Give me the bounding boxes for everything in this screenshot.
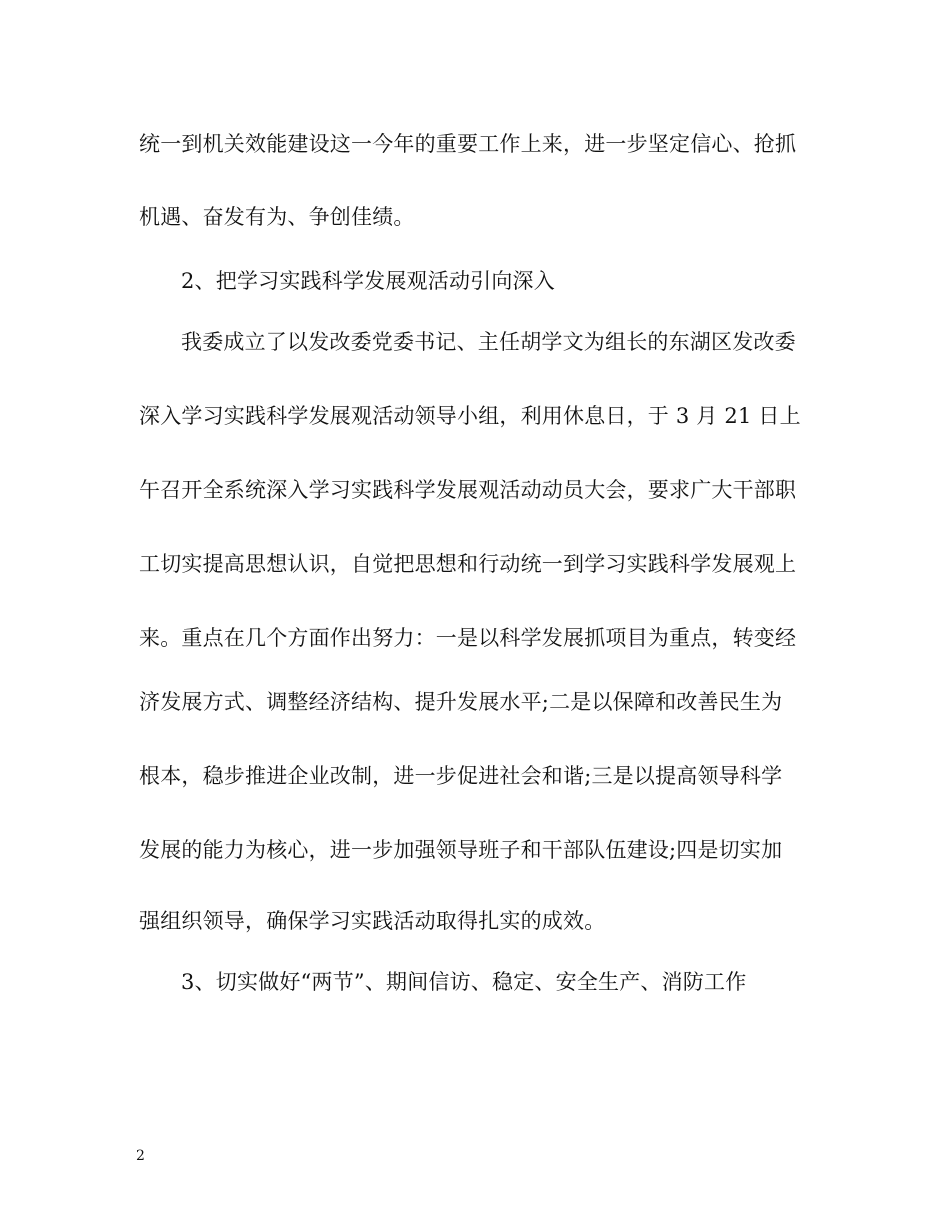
text-line-9: 济发展方式、调整经济结构、提升发展水平;二是以保障和改善民生为 — [139, 690, 783, 714]
text-line-10: 根本，稳步推进企业改制，进一步促进社会和谐;三是以提高领导科学 — [139, 764, 783, 788]
text-line-11: 发展的能力为核心，进一步加强领导班子和干部队伍建设;四是切实加 — [139, 838, 783, 862]
section-heading-2: 2、把学习实践科学发展观活动引向深入 — [181, 269, 555, 293]
text-line-1: 统一到机关效能建设这一今年的重要工作上来，进一步坚定信心、抢抓 — [139, 132, 797, 156]
text-line-7: 工切实提高思想认识，自觉把思想和行动统一到学习实践科学发展观上 — [139, 552, 797, 576]
page-number: 2 — [136, 1148, 145, 1164]
section-heading-3: 3、切实做好“两节”、期间信访、稳定、安全生产、消防工作 — [181, 970, 747, 994]
text-line-6: 午召开全系统深入学习实践科学发展观活动动员大会，要求广大干部职 — [139, 478, 797, 502]
text-line-12: 强组织领导，确保学习实践活动取得扎实的成效。 — [139, 909, 606, 933]
text-line-8: 来。重点在几个方面作出努力：一是以科学发展抓项目为重点，转变经 — [139, 626, 797, 650]
text-line-2: 机遇、奋发有为、争创佳绩。 — [139, 205, 415, 229]
text-line-5: 深入学习实践科学发展观活动领导小组，利用休息日，于 3 月 21 日上 — [139, 404, 801, 428]
text-line-4: 我委成立了以发改委党委书记、主任胡学文为组长的东湖区发改委 — [181, 330, 796, 354]
